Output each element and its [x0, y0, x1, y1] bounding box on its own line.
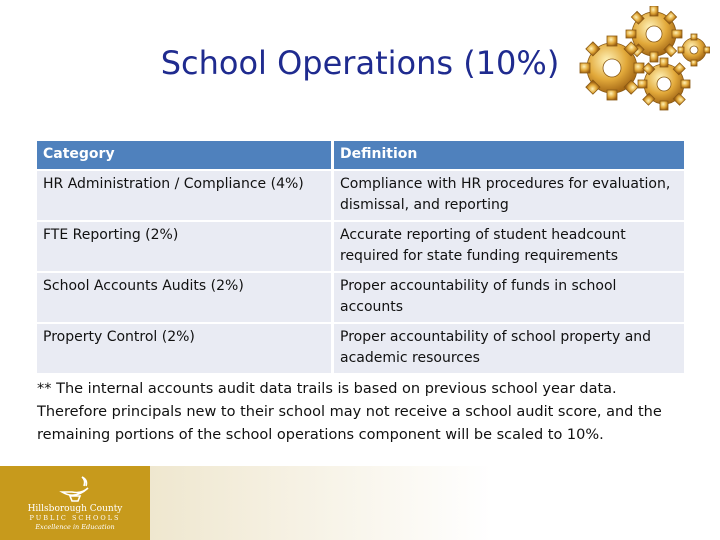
- definition-cell: Proper accountability of school property and academic resources: [331, 324, 684, 373]
- logo-line-3: Excellence in Education: [35, 523, 115, 531]
- table-row: [37, 222, 684, 271]
- category-cell: FTE Reporting (2%): [37, 222, 331, 271]
- table-row: [37, 171, 684, 220]
- definition-cell: Accurate reporting of student headcount required for state funding requirements: [331, 222, 684, 271]
- footer-gradient: [150, 466, 720, 540]
- district-logo: [0, 466, 150, 540]
- logo-line-1: Hillsborough County: [27, 504, 123, 514]
- table-header-row: [37, 141, 684, 169]
- gears-icon: [572, 6, 710, 132]
- definition-cell: Proper accountability of funds in school accounts: [331, 273, 684, 322]
- header-category: Category: [37, 141, 331, 169]
- table-row: [37, 324, 684, 373]
- header-definition: Definition: [331, 141, 684, 169]
- lamp-of-learning-icon: [58, 474, 92, 504]
- table-row: [37, 273, 684, 322]
- category-cell: Property Control (2%): [37, 324, 331, 373]
- definition-cell: Compliance with HR procedures for evaluation, dismissal, and reporting: [331, 171, 684, 220]
- logo-line-2: PUBLIC SCHOOLS: [29, 514, 121, 522]
- category-cell: HR Administration / Compliance (4%): [37, 171, 331, 220]
- footer-bar: [0, 466, 720, 540]
- operations-table: [37, 139, 684, 375]
- footnote-text: ** The internal accounts audit data trails is based on previous school year data. Therefore principals new to their school may not receive a school audit score, and the remaining portions of the school operations component will be scaled to 10%.: [37, 381, 662, 443]
- slide-title: School Operations (10%): [160, 44, 560, 82]
- category-cell: School Accounts Audits (2%): [37, 273, 331, 322]
